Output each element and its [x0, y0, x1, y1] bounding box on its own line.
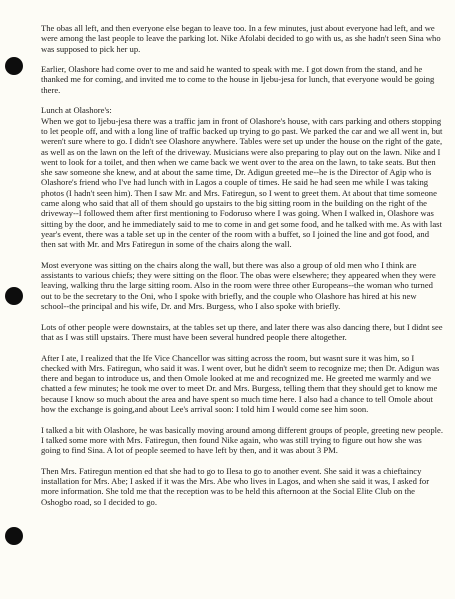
paragraph-ilesa: Then Mrs. Fatiregun mention ed that she had to go to Ilesa to go to another event. She said it was a chieftaincy installation for Mrs. Abe; I asked if it was the Mrs. Abe who lives in Lagos, and when she said it was, I asked for more information. She told me that the reception was to be held this afternoon at the Social Elite Club on the Oshogbo road, so I decided to go.	[41, 465, 430, 507]
paragraph-leaving: The obas all left, and then everyone else began to leave too. In a few minutes, just about everyone had left, and we were among the last people to leave the parking lot. Nike Afolabi decided to go with us, as she hadn't seen Sina who was supposed to pick her up.	[41, 23, 441, 54]
punch-hole-top	[5, 57, 23, 75]
punch-hole-bottom	[5, 527, 23, 545]
punch-hole-middle	[5, 287, 23, 305]
paragraph-invitation: Earlier, Olashore had come over to me and said he wanted to speak with me. I got down from the stand, and he thanked me for coming, and invited me to come to the house in Ijebu-jesa for lunch, that everyone would be going there.	[41, 64, 435, 95]
paragraph-vice-chancellor: After I ate, I realized that the Ife Vice Chancellor was sitting across the room, but wasnt sure it was him, so I checked with Mrs. Fatiregun, who said it was. I went over, but he didn't seem to recognize me; then Dr. Adigun was there and began to introduce us, and then Omole looked at me and recognized me. He greeted me warmly and we chatted a few minutes; he took me over to meet Dr. and Mrs. Burgess, telling them that they should get to know me because I know so much about the area and have spent so much time here. I also had a chance to tell Omole about how the exchange is going,and about Lee's arrival soon: I told him I would come see him soon.	[41, 352, 440, 414]
paragraph-downstairs: Lots of other people were downstairs, at the tables set up there, and later there was also dancing there, but I didnt see that as I was still upstairs. There must have been several hundred people there altogether.	[41, 321, 443, 342]
paragraph-sitting-room: Most everyone was sitting on the chairs along the wall, but there was also a group of old men who I think are assistants to various chiefs; they were sitting on the floor. The obas were elsewhere; they appeared when they were leaving, walking thru the large sitting room. Also in the room were three other Europeans--the woman who turned out to be the secretary to the Oni, who I spoke with briefly, and the couple who Olashore has hired at his new school--the principal and his wife, Dr. and Mrs. Burgess, who I also spoke with briefly.	[41, 259, 436, 312]
section-heading-lunch: Lunch at Olashore's:	[41, 105, 112, 116]
document-body	[41, 23, 443, 517]
paragraph-arrival: When we got to Ijebu-jesa there was a traffic jam in front of Olashore's house, with cars parking and others stopping to let people off, and with a long line of traffic backed up trying to go past. We parked the car and we all went in, but weren't sure where to go. I didn't see Olashore anywhere. Tables were set up under the house on the right of the gate, as well as on the lawn on the left of the driveway. Musicians were also preparing to play out on the lawn. Nike and I went to look for a toilet, and then when we came back we went over to the area on the lawn, to take seats. But then she saw someone she knew, and at about the same time, Dr. Adigun greeted me--he is the Director of Agip who is Olashore's friend who I've had lunch with in Lagos a couple of times. He said he had seen me while I was taking photos (I hadn't seen him). Then I saw Mr. and Mrs. Fatiregun, so I went to greet them. At about that time someone came along who said that all of them should go upstairs to the big sitting room in the building on the right of the driveway--I followed them after first mentioning to Fodoruso where I was going. When I walked in, Olashore was sitting by the door, and he immediately said to me to come in and get some food, and he talked with me. As with last year's event, there was a table set up in the center of the room with a buffet, so I joined the line and got food, and then sat with Mr. and Mrs Fatiregun in some of the chairs along the wall.	[41, 115, 443, 250]
paragraph-mingling: I talked a bit with Olashore, he was basically moving around among different groups of people, greeting new people. I talked some more with Mrs. Fatiregun, then found Nike again, who was still trying to figure out how she was going to find Sina. A lot of people seemed to have left by then, and it was about 3 PM.	[41, 424, 443, 456]
